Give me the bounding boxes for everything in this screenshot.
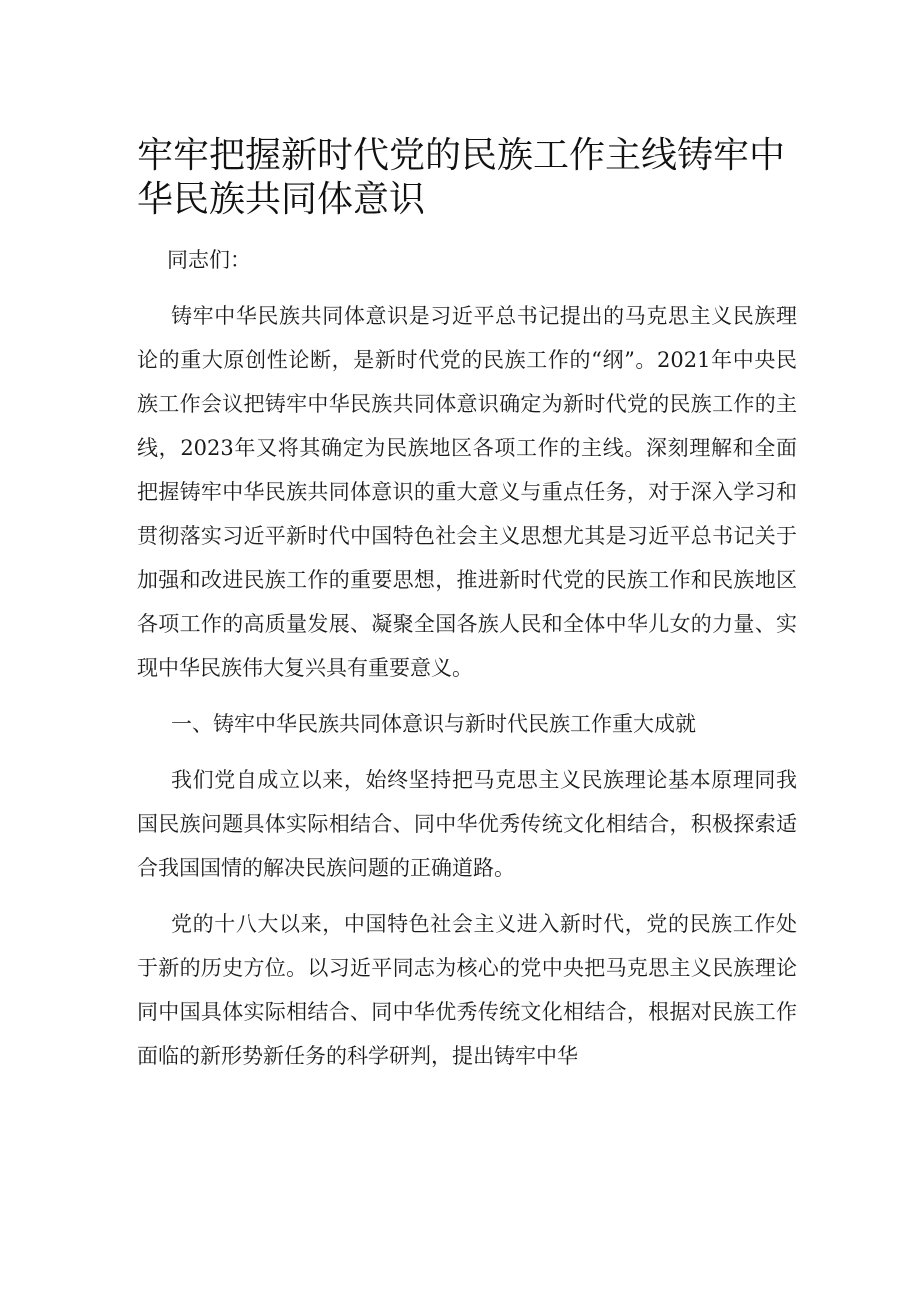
section-heading: 一、铸牢中华民族共同体意识与新时代民族工作重大成就 [171,712,696,736]
paragraph-intro: 铸牢中华民族共同体意识是习近平总书记提出的马克思主义民族理论的重大原创性论断，是新时代党的民族工作的“纲”。2021年中央民族工作会议把铸牢中华民族共同体意识确定为新时代党的民族工作的主线，2023年又将其确定为民族地区各项工作的主线。深刻理解和全面把握铸牢中华民族共同体意识的重大意义与重点任务，对于深入学习和贯彻落实习近平新时代中国特色社会主义思想尤其是习近平总书记关于加强和改进民族工作的重要思想，推进新时代党的民族工作和民族地区各项工作的高质量发展、凝聚全国各族人民和全体中华儿女的力量、实现中华民族伟大复兴具有重要意义。 [137,304,797,680]
salutation: 同志们： [167,248,251,272]
document-content [137,134,797,1078]
paragraph-section-1: 我们党自成立以来，始终坚持把马克思主义民族理论基本原理同我国民族问题具体实际相结合、同中华优秀传统文化相结合，积极探索适合我国国情的解决民族问题的正确道路。 [137,768,797,880]
paragraph-section-2: 党的十八大以来，中国特色社会主义进入新时代，党的民族工作处于新的历史方位。以习近平同志为核心的党中央把马克思主义民族理论同中国具体实际相结合、同中华优秀传统文化相结合，根据对民族工作面临的新形势新任务的科学研判，提出铸牢中华 [137,912,797,1068]
document-title: 牢牢把握新时代党的民族工作主线铸牢中华民族共同体意识 [137,135,786,220]
